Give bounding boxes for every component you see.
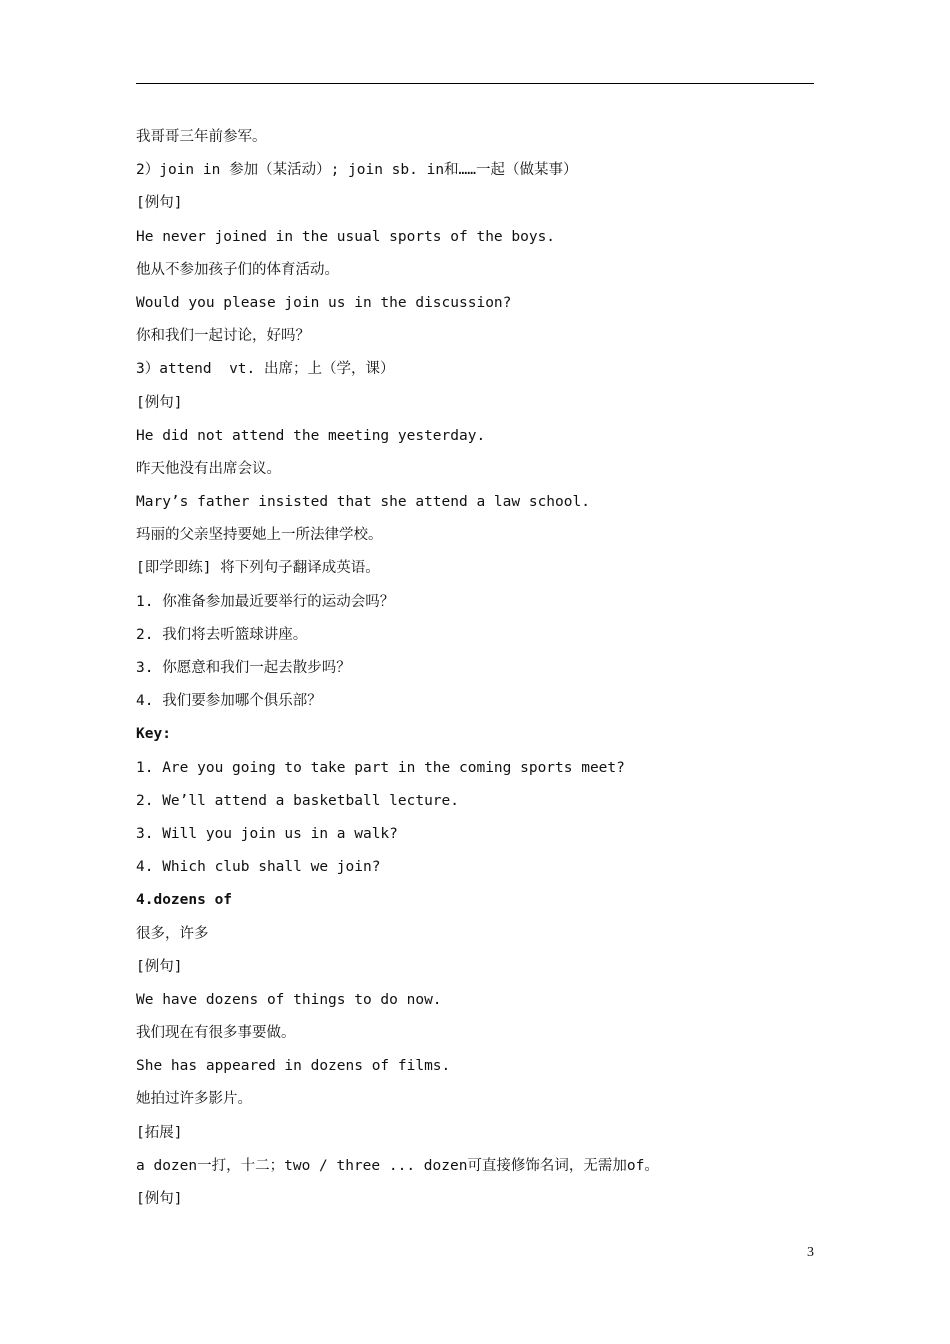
text-line: 1. Are you going to take part in the coming sports meet? bbox=[136, 759, 625, 776]
text-line: 她拍过许多影片。 bbox=[136, 1091, 252, 1108]
text-line: He did not attend the meeting yesterday. bbox=[136, 427, 486, 444]
text-line: a dozen一打，十二；two / three ... dozen可直接修饰名词，无需加of。 bbox=[136, 1157, 659, 1174]
text-line: 昨天他没有出席会议。 bbox=[136, 460, 281, 477]
text-line: He never joined in the usual sports of the boys. bbox=[136, 228, 556, 245]
text-line: 4.dozens of bbox=[136, 892, 233, 909]
text-line: 玛丽的父亲坚持要她上一所法律学校。 bbox=[136, 527, 383, 544]
text-line: [例句] bbox=[136, 195, 183, 212]
text-line: 3）attend vt. 出席；上（学，课） bbox=[136, 361, 395, 378]
text-line: 2. We’ll attend a basketball lecture. bbox=[136, 792, 460, 809]
text-line: 很多，许多 bbox=[136, 925, 209, 942]
text-line: 4. Which club shall we join? bbox=[136, 859, 381, 876]
text-line: 3. 你愿意和我们一起去散步吗？ bbox=[136, 660, 351, 676]
text-line: 我们现在有很多事要做。 bbox=[136, 1025, 296, 1042]
page-number: 3 bbox=[807, 1245, 814, 1260]
text-line: Would you please join us in the discussion? bbox=[136, 294, 512, 311]
text-line: 他从不参加孩子们的体育活动。 bbox=[136, 261, 339, 278]
text-line: She has appeared in dozens of films. bbox=[136, 1058, 451, 1075]
text-line: Key: bbox=[136, 726, 171, 743]
text-line: 4. 我们要参加哪个俱乐部？ bbox=[136, 693, 322, 710]
text-line: We have dozens of things to do now. bbox=[136, 991, 442, 1008]
text-line: 你和我们一起讨论，好吗？ bbox=[136, 328, 310, 345]
page-body bbox=[136, 124, 836, 1219]
text-line: [例句] bbox=[136, 394, 183, 411]
header-rule bbox=[136, 83, 814, 84]
text-line: 1. 你准备参加最近要举行的运动会吗？ bbox=[136, 593, 395, 610]
text-line: [拓展] bbox=[136, 1124, 183, 1141]
text-line: [例句] bbox=[136, 958, 183, 975]
text-line: 我哥哥三年前参军。 bbox=[136, 129, 267, 145]
text-line: [例句] bbox=[136, 1191, 183, 1207]
text-line: 3. Will you join us in a walk? bbox=[136, 825, 398, 842]
text-line: 2）join in 参加（某活动）; join sb. in和……一起（做某事） bbox=[136, 162, 578, 179]
text-line: Mary’s father insisted that she attend a law school. bbox=[136, 494, 590, 511]
text-line: 2. 我们将去听篮球讲座。 bbox=[136, 626, 308, 643]
text-line: [即学即练] 将下列句子翻译成英语。 bbox=[136, 560, 380, 577]
